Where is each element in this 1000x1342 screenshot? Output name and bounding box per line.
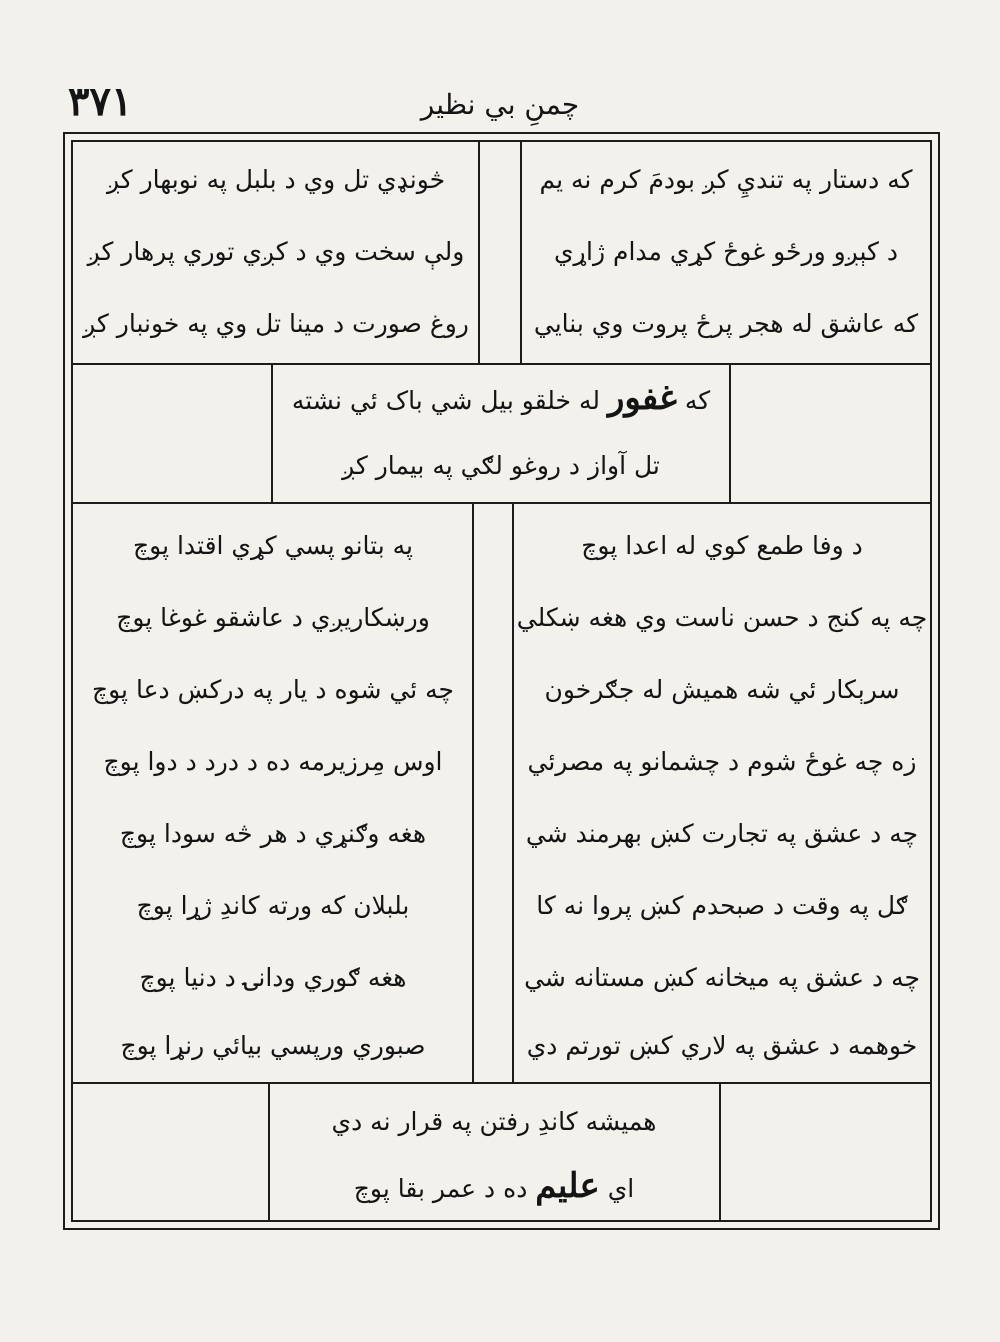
couplet-text: له خلقو بيل شي باک ئي نشته [291, 386, 600, 415]
page-number: ۳۷۱ [68, 78, 133, 125]
couplet2-line2 [272, 1166, 716, 1209]
couplet2-line1: هميشه کاندِ رفتن په قرار نه دي [331, 1107, 657, 1136]
verse-line: چه په کنج د حسن ناست وي هغه ښکلي [516, 603, 928, 632]
verse-line: چه ئي شوه د يار په درکښ دعا پوچ [92, 675, 454, 704]
verse-line: خوهمه د عشق په لاري کښ تورتم دي [526, 1031, 918, 1060]
divider-after-couplet1 [71, 502, 932, 504]
verse-line: هغه وګنړي د هر څه سودا پوچ [119, 819, 427, 848]
verse-line: څونډي تل وي د بلبل په نوبهار کږ [106, 165, 446, 194]
verse-line: اوس مِرزيرمه ده د درد د دوا پوچ [103, 747, 443, 776]
poet-name-ghafur: غفور [607, 378, 677, 418]
column-divider-right-block2 [512, 502, 514, 1082]
verse-line: هغه ګوري ودانۍ د دنيا پوچ [139, 963, 407, 992]
divider-after-block1 [71, 363, 932, 365]
verse-line: چه د عشق په ميخانه کښ مستانه شي [524, 963, 920, 992]
column-divider-left-block2 [472, 502, 474, 1082]
couplet1-box-right [729, 363, 731, 502]
verse-line: چه د عشق په تجارت کښ بهرمند شي [525, 819, 919, 848]
verse-line: که عاشق له هجر پرځ پروت وي بنايي [533, 309, 919, 338]
verse-line: بلبلان که ورته کاندِ ژړا پوچ [136, 891, 410, 920]
couplet2-box-left [268, 1082, 270, 1222]
verse-line: په بتانو پسي کړي اقتدا پوچ [133, 531, 413, 560]
verse-line: که دستار په تنديِ کږ بودمَ کرم نه يم [539, 165, 913, 194]
verse-line: ولې سخت وي د کږي توري پرهار کږ [87, 237, 465, 266]
verse-line: صبوري ورپسي بيائي رنړا پوچ [120, 1031, 426, 1060]
verse-line: ورښکاريږي د عاشقو غوغا پوچ [116, 603, 430, 632]
column-divider-left-block1 [478, 142, 480, 363]
divider-after-block2 [71, 1082, 932, 1084]
verse-line: زه چه غوځ شوم د چشمانو په مصرئي [527, 747, 917, 776]
verse-line: د وفا طمع کوي له اعدا پوچ [581, 531, 863, 560]
verse-line: ګل په وقت د صبحدم کښ پروا نه کا [536, 891, 908, 920]
couplet1-box-left [271, 363, 273, 502]
verse-line: د کېږو ورځو غوځ کړي مدام ژاړي [553, 237, 898, 266]
verse-line: روغ صورت د مينا تل وي په خونبار کږ [83, 309, 469, 338]
couplet-text: ده د عمر بقا پوچ [353, 1174, 528, 1203]
page-header-title: چمنِ بي نظير [420, 88, 580, 121]
couplet1-line2: تل آواز د روغو لګي په بيمار کږ [342, 451, 660, 480]
couplet-word: اي [607, 1174, 635, 1203]
verse-line: سرېکار ئي شه هميش له جګرخون [544, 675, 900, 704]
couplet-word: که [684, 386, 711, 415]
couplet2-box-right [719, 1082, 721, 1222]
couplet1-line1 [275, 378, 727, 421]
column-divider-right-block1 [520, 142, 522, 363]
poet-name-alim: عليم [535, 1166, 600, 1206]
